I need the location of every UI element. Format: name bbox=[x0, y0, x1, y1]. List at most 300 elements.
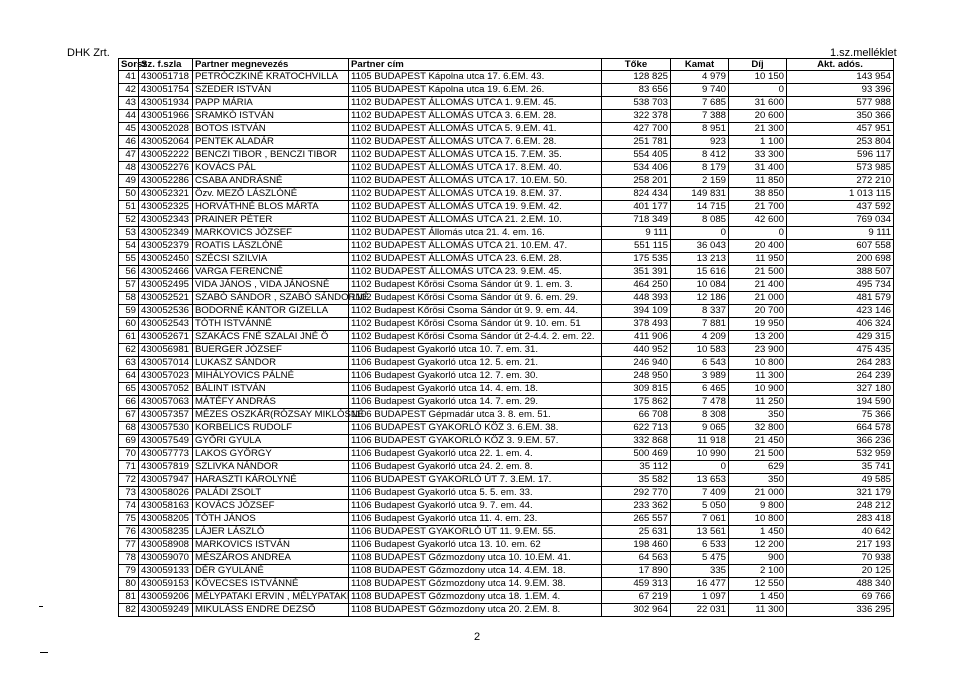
cell-partner-address: 1106 Budapest Gyakorló utca 13. 10. em. 62 bbox=[349, 539, 602, 552]
cell-sorsz: 59 bbox=[119, 305, 139, 318]
cell-toke: 448 393 bbox=[602, 292, 671, 305]
cell-account: 430058163 bbox=[139, 500, 193, 513]
annex-label: 1.sz.melléklet bbox=[830, 47, 897, 59]
cell-dij: 38 850 bbox=[729, 188, 787, 201]
margin-mark bbox=[39, 606, 43, 607]
cell-dij: 10 800 bbox=[729, 513, 787, 526]
table-row bbox=[119, 84, 894, 97]
cell-sorsz: 55 bbox=[119, 253, 139, 266]
cell-sorsz: 71 bbox=[119, 461, 139, 474]
cell-akt-ados: 437 592 bbox=[787, 201, 894, 214]
company-name: DHK Zrt. bbox=[67, 47, 110, 59]
table-row bbox=[119, 396, 894, 409]
cell-account: 430051754 bbox=[139, 84, 193, 97]
table-row bbox=[119, 604, 894, 617]
cell-akt-ados: 248 212 bbox=[787, 500, 894, 513]
cell-partner-address: 1102 BUDAPEST ÁLLOMÁS UTCA 17. 8.EM. 40. bbox=[349, 162, 602, 175]
cell-partner-address: 1106 Budapest Gyakorló utca 24. 2. em. 8. bbox=[349, 461, 602, 474]
cell-partner-address: 1106 BUDAPEST GYAKORLÓ ÚT 11. 9.EM. 55. bbox=[349, 526, 602, 539]
cell-kamat: 10 583 bbox=[671, 344, 729, 357]
cell-partner-address: 1106 Budapest Gyakorló utca 22. 1. em. 4. bbox=[349, 448, 602, 461]
cell-partner-name: KÖVECSES ISTVÁNNÉ bbox=[193, 578, 349, 591]
cell-account: 430059249 bbox=[139, 604, 193, 617]
cell-kamat: 7 061 bbox=[671, 513, 729, 526]
cell-sorsz: 74 bbox=[119, 500, 139, 513]
cell-toke: 246 940 bbox=[602, 357, 671, 370]
table-row bbox=[119, 448, 894, 461]
cell-partner-name: HORVÁTHNÉ BLOS MÁRTA bbox=[193, 201, 349, 214]
cell-partner-address: 1106 BUDAPEST Gépmadár utca 3. 8. em. 51. bbox=[349, 409, 602, 422]
cell-akt-ados: 429 315 bbox=[787, 331, 894, 344]
cell-sorsz: 64 bbox=[119, 370, 139, 383]
cell-dij: 23 900 bbox=[729, 344, 787, 357]
cell-dij: 20 600 bbox=[729, 110, 787, 123]
cell-toke: 500 469 bbox=[602, 448, 671, 461]
cell-toke: 824 434 bbox=[602, 188, 671, 201]
cell-dij: 32 800 bbox=[729, 422, 787, 435]
cell-toke: 622 713 bbox=[602, 422, 671, 435]
cell-account: 430051966 bbox=[139, 110, 193, 123]
header-dij: Díj bbox=[729, 59, 787, 71]
cell-partner-address: 1102 BUDAPEST ÁLLOMÁS UTCA 7. 6.EM. 28. bbox=[349, 136, 602, 149]
cell-account: 430052343 bbox=[139, 214, 193, 227]
cell-kamat: 6 465 bbox=[671, 383, 729, 396]
cell-account: 430052222 bbox=[139, 149, 193, 162]
table-row bbox=[119, 435, 894, 448]
cell-partner-name: KOVÁCS JÓZSEF bbox=[193, 500, 349, 513]
cell-kamat: 3 989 bbox=[671, 370, 729, 383]
cell-akt-ados: 217 193 bbox=[787, 539, 894, 552]
cell-akt-ados: 35 741 bbox=[787, 461, 894, 474]
cell-account: 430052671 bbox=[139, 331, 193, 344]
table-row bbox=[119, 578, 894, 591]
cell-partner-address: 1102 BUDAPEST ÁLLOMÁS UTCA 23. 6.EM. 28. bbox=[349, 253, 602, 266]
cell-partner-address: 1106 Budapest Gyakorló utca 14. 7. em. 29. bbox=[349, 396, 602, 409]
cell-sorsz: 79 bbox=[119, 565, 139, 578]
cell-kamat: 8 085 bbox=[671, 214, 729, 227]
cell-dij: 19 950 bbox=[729, 318, 787, 331]
cell-account: 430052028 bbox=[139, 123, 193, 136]
cell-partner-name: MIKULÁSS ENDRE DEZSŐ bbox=[193, 604, 349, 617]
table-row bbox=[119, 383, 894, 396]
table-row bbox=[119, 370, 894, 383]
cell-dij: 10 150 bbox=[729, 71, 787, 84]
cell-sorsz: 44 bbox=[119, 110, 139, 123]
cell-partner-address: 1108 BUDAPEST Gőzmozdony utca 10. 10.EM. 41. bbox=[349, 552, 602, 565]
cell-akt-ados: 321 179 bbox=[787, 487, 894, 500]
cell-toke: 248 950 bbox=[602, 370, 671, 383]
cell-kamat: 12 186 bbox=[671, 292, 729, 305]
cell-sorsz: 48 bbox=[119, 162, 139, 175]
cell-account: 430058235 bbox=[139, 526, 193, 539]
cell-partner-name: LAKOS GYÖRGY bbox=[193, 448, 349, 461]
cell-account: 430051934 bbox=[139, 97, 193, 110]
cell-akt-ados: 495 734 bbox=[787, 279, 894, 292]
cell-partner-address: 1106 BUDAPEST GYAKORLÓ ÚT 7. 3.EM. 17. bbox=[349, 474, 602, 487]
table-row bbox=[119, 500, 894, 513]
cell-partner-address: 1105 BUDAPEST Kápolna utca 17. 6.EM. 43. bbox=[349, 71, 602, 84]
cell-partner-name: SZAKÁCS FNÉ SZALAI JNÉ Ö bbox=[193, 331, 349, 344]
cell-partner-address: 1108 BUDAPEST Gőzmozdony utca 20. 2.EM. 8. bbox=[349, 604, 602, 617]
cell-kamat: 13 561 bbox=[671, 526, 729, 539]
cell-dij: 42 600 bbox=[729, 214, 787, 227]
cell-dij: 21 300 bbox=[729, 123, 787, 136]
cell-kamat: 10 990 bbox=[671, 448, 729, 461]
cell-akt-ados: 327 180 bbox=[787, 383, 894, 396]
cell-akt-ados: 457 951 bbox=[787, 123, 894, 136]
cell-account: 430059206 bbox=[139, 591, 193, 604]
cell-kamat: 2 159 bbox=[671, 175, 729, 188]
cell-akt-ados: 488 340 bbox=[787, 578, 894, 591]
cell-akt-ados: 49 585 bbox=[787, 474, 894, 487]
cell-akt-ados: 264 239 bbox=[787, 370, 894, 383]
cell-partner-name: VIDA JÁNOS , VIDA JÁNOSNÉ bbox=[193, 279, 349, 292]
table-row bbox=[119, 331, 894, 344]
cell-account: 430056981 bbox=[139, 344, 193, 357]
cell-toke: 9 111 bbox=[602, 227, 671, 240]
table-row bbox=[119, 513, 894, 526]
table-row bbox=[119, 149, 894, 162]
cell-kamat: 149 831 bbox=[671, 188, 729, 201]
cell-partner-address: 1102 BUDAPEST ÁLLOMÁS UTCA 21. 10.EM. 47. bbox=[349, 240, 602, 253]
cell-toke: 251 781 bbox=[602, 136, 671, 149]
cell-akt-ados: 1 013 115 bbox=[787, 188, 894, 201]
cell-akt-ados: 406 324 bbox=[787, 318, 894, 331]
cell-sorsz: 65 bbox=[119, 383, 139, 396]
header-account: Sz. f.szla bbox=[139, 59, 193, 71]
cell-sorsz: 56 bbox=[119, 266, 139, 279]
cell-sorsz: 50 bbox=[119, 188, 139, 201]
cell-toke: 394 109 bbox=[602, 305, 671, 318]
cell-toke: 554 405 bbox=[602, 149, 671, 162]
table-row bbox=[119, 539, 894, 552]
cell-sorsz: 47 bbox=[119, 149, 139, 162]
cell-kamat: 8 337 bbox=[671, 305, 729, 318]
cell-kamat: 7 478 bbox=[671, 396, 729, 409]
header-partner-address: Partner cím bbox=[349, 59, 602, 71]
cell-akt-ados: 70 938 bbox=[787, 552, 894, 565]
cell-partner-address: 1108 BUDAPEST Gőzmozdony utca 18. 1.EM. 4. bbox=[349, 591, 602, 604]
cell-akt-ados: 40 642 bbox=[787, 526, 894, 539]
cell-dij: 12 550 bbox=[729, 578, 787, 591]
cell-sorsz: 67 bbox=[119, 409, 139, 422]
header-kamat: Kamat bbox=[671, 59, 729, 71]
cell-partner-name: KOVÁCS PÁL bbox=[193, 162, 349, 175]
cell-dij: 33 300 bbox=[729, 149, 787, 162]
cell-toke: 17 890 bbox=[602, 565, 671, 578]
cell-account: 430058908 bbox=[139, 539, 193, 552]
cell-account: 430059153 bbox=[139, 578, 193, 591]
cell-kamat: 0 bbox=[671, 461, 729, 474]
cell-toke: 401 177 bbox=[602, 201, 671, 214]
cell-toke: 440 952 bbox=[602, 344, 671, 357]
cell-dij: 21 450 bbox=[729, 435, 787, 448]
cell-kamat: 15 616 bbox=[671, 266, 729, 279]
cell-partner-address: 1105 BUDAPEST Kápolna utca 19. 6.EM. 26. bbox=[349, 84, 602, 97]
cell-account: 430052286 bbox=[139, 175, 193, 188]
cell-partner-name: SZLIVKA NÁNDOR bbox=[193, 461, 349, 474]
cell-dij: 21 400 bbox=[729, 279, 787, 292]
cell-dij: 11 950 bbox=[729, 253, 787, 266]
cell-partner-address: 1102 BUDAPEST ÁLLOMÁS UTCA 19. 9.EM. 42. bbox=[349, 201, 602, 214]
cell-kamat: 10 084 bbox=[671, 279, 729, 292]
cell-kamat: 923 bbox=[671, 136, 729, 149]
cell-account: 430057357 bbox=[139, 409, 193, 422]
cell-partner-name: KORBELICS RUDOLF bbox=[193, 422, 349, 435]
cell-account: 430052276 bbox=[139, 162, 193, 175]
cell-kamat: 11 918 bbox=[671, 435, 729, 448]
cell-account: 430052536 bbox=[139, 305, 193, 318]
cell-akt-ados: 336 295 bbox=[787, 604, 894, 617]
cell-kamat: 7 388 bbox=[671, 110, 729, 123]
cell-partner-name: PETRÓCZKINÉ KRATOCHVILLA bbox=[193, 71, 349, 84]
cell-dij: 10 800 bbox=[729, 357, 787, 370]
cell-account: 430059070 bbox=[139, 552, 193, 565]
cell-toke: 322 378 bbox=[602, 110, 671, 123]
cell-partner-name: BENCZI TIBOR , BENCZI TIBOR bbox=[193, 149, 349, 162]
cell-toke: 66 708 bbox=[602, 409, 671, 422]
cell-akt-ados: 69 766 bbox=[787, 591, 894, 604]
cell-partner-address: 1102 BUDAPEST ÁLLOMÁS UTCA 5. 9.EM. 41. bbox=[349, 123, 602, 136]
table-row bbox=[119, 318, 894, 331]
cell-account: 430057947 bbox=[139, 474, 193, 487]
cell-akt-ados: 388 507 bbox=[787, 266, 894, 279]
cell-toke: 35 582 bbox=[602, 474, 671, 487]
cell-partner-name: DÉR GYULÁNÉ bbox=[193, 565, 349, 578]
cell-account: 430051718 bbox=[139, 71, 193, 84]
cell-dij: 11 850 bbox=[729, 175, 787, 188]
table-row bbox=[119, 292, 894, 305]
cell-dij: 31 400 bbox=[729, 162, 787, 175]
cell-toke: 538 703 bbox=[602, 97, 671, 110]
table-row bbox=[119, 188, 894, 201]
table-row bbox=[119, 487, 894, 500]
page-number: 2 bbox=[474, 631, 481, 643]
cell-sorsz: 53 bbox=[119, 227, 139, 240]
cell-toke: 302 964 bbox=[602, 604, 671, 617]
cell-dij: 21 000 bbox=[729, 292, 787, 305]
table-row bbox=[119, 591, 894, 604]
cell-dij: 13 200 bbox=[729, 331, 787, 344]
cell-kamat: 335 bbox=[671, 565, 729, 578]
table-row bbox=[119, 253, 894, 266]
cell-account: 430057530 bbox=[139, 422, 193, 435]
cell-account: 430052495 bbox=[139, 279, 193, 292]
cell-akt-ados: 272 210 bbox=[787, 175, 894, 188]
cell-akt-ados: 350 366 bbox=[787, 110, 894, 123]
cell-dij: 0 bbox=[729, 84, 787, 97]
cell-partner-address: 1102 BUDAPEST Állomás utca 21. 4. em. 16. bbox=[349, 227, 602, 240]
cell-kamat: 8 412 bbox=[671, 149, 729, 162]
cell-sorsz: 52 bbox=[119, 214, 139, 227]
cell-dij: 350 bbox=[729, 474, 787, 487]
cell-sorsz: 43 bbox=[119, 97, 139, 110]
cell-partner-name: PENTEK ALADÁR bbox=[193, 136, 349, 149]
cell-partner-name: MARKOVICS ISTVÁN bbox=[193, 539, 349, 552]
cell-sorsz: 70 bbox=[119, 448, 139, 461]
cell-partner-name: MÉZES OSZKÁR(RÓZSAY MIKLÓSNÉ bbox=[193, 409, 349, 422]
cell-partner-name: SZÉCSI SZILVIA bbox=[193, 253, 349, 266]
cell-partner-name: GYŐRI GYULA bbox=[193, 435, 349, 448]
table-row bbox=[119, 357, 894, 370]
cell-account: 430057023 bbox=[139, 370, 193, 383]
cell-akt-ados: 532 959 bbox=[787, 448, 894, 461]
cell-toke: 718 349 bbox=[602, 214, 671, 227]
cell-toke: 351 391 bbox=[602, 266, 671, 279]
cell-partner-address: 1106 Budapest Gyakorló utca 5. 5. em. 33. bbox=[349, 487, 602, 500]
cell-kamat: 13 653 bbox=[671, 474, 729, 487]
cell-akt-ados: 9 111 bbox=[787, 227, 894, 240]
table-row bbox=[119, 97, 894, 110]
header-sorsz: Sorsz bbox=[119, 59, 139, 71]
cell-sorsz: 72 bbox=[119, 474, 139, 487]
cell-account: 430058026 bbox=[139, 487, 193, 500]
cell-sorsz: 75 bbox=[119, 513, 139, 526]
cell-toke: 198 460 bbox=[602, 539, 671, 552]
cell-sorsz: 73 bbox=[119, 487, 139, 500]
header-toke: Tőke bbox=[602, 59, 671, 71]
cell-partner-address: 1102 BUDAPEST ÁLLOMÁS UTCA 15. 7.EM. 35. bbox=[349, 149, 602, 162]
cell-akt-ados: 366 236 bbox=[787, 435, 894, 448]
cell-toke: 175 862 bbox=[602, 396, 671, 409]
cell-toke: 128 825 bbox=[602, 71, 671, 84]
cell-sorsz: 78 bbox=[119, 552, 139, 565]
header-akt-ados: Akt. adós. bbox=[787, 59, 894, 71]
cell-partner-name: MÉLYPATAKI ERVIN , MÉLYPATAKI bbox=[193, 591, 349, 604]
cell-toke: 459 313 bbox=[602, 578, 671, 591]
cell-partner-name: PAPP MÁRIA bbox=[193, 97, 349, 110]
cell-dij: 1 450 bbox=[729, 526, 787, 539]
cell-partner-name: SZABÓ SÁNDOR , SZABÓ SÁNDORNÉ bbox=[193, 292, 349, 305]
cell-partner-name: BODORNÉ KÁNTOR GIZELLA bbox=[193, 305, 349, 318]
cell-toke: 378 493 bbox=[602, 318, 671, 331]
table-row bbox=[119, 201, 894, 214]
cell-partner-address: 1102 BUDAPEST ÁLLOMÁS UTCA 19. 8.EM. 37. bbox=[349, 188, 602, 201]
cell-account: 430058205 bbox=[139, 513, 193, 526]
table-row bbox=[119, 162, 894, 175]
cell-toke: 64 563 bbox=[602, 552, 671, 565]
cell-partner-address: 1102 BUDAPEST ÁLLOMÁS UTCA 21. 2.EM. 10. bbox=[349, 214, 602, 227]
cell-toke: 175 535 bbox=[602, 253, 671, 266]
cell-dij: 11 250 bbox=[729, 396, 787, 409]
cell-akt-ados: 283 418 bbox=[787, 513, 894, 526]
cell-partner-address: 1106 Budapest Gyakorló utca 11. 4. em. 23. bbox=[349, 513, 602, 526]
cell-partner-address: 1102 Budapest Kőrösi Csoma Sándor út 2-4.4. 2. em. 22. bbox=[349, 331, 602, 344]
cell-partner-name: CSABA ANDRÁSNÉ bbox=[193, 175, 349, 188]
cell-partner-address: 1102 Budapest Kőrösi Csoma Sándor út 9. 1. em. 3. bbox=[349, 279, 602, 292]
cell-account: 430057549 bbox=[139, 435, 193, 448]
cell-akt-ados: 596 117 bbox=[787, 149, 894, 162]
table-row bbox=[119, 422, 894, 435]
margin-mark bbox=[40, 652, 48, 653]
cell-partner-address: 1102 BUDAPEST ÁLLOMÁS UTCA 23. 9.EM. 45. bbox=[349, 266, 602, 279]
cell-partner-address: 1106 BUDAPEST GYAKORLÓ KÖZ 3. 9.EM. 57. bbox=[349, 435, 602, 448]
table-row bbox=[119, 214, 894, 227]
cell-sorsz: 57 bbox=[119, 279, 139, 292]
cell-sorsz: 82 bbox=[119, 604, 139, 617]
cell-account: 430052521 bbox=[139, 292, 193, 305]
cell-partner-name: BÁLINT ISTVÁN bbox=[193, 383, 349, 396]
cell-toke: 25 631 bbox=[602, 526, 671, 539]
cell-toke: 411 906 bbox=[602, 331, 671, 344]
cell-partner-name: BUERGER JÓZSEF bbox=[193, 344, 349, 357]
cell-dij: 11 300 bbox=[729, 370, 787, 383]
cell-kamat: 5 050 bbox=[671, 500, 729, 513]
cell-sorsz: 46 bbox=[119, 136, 139, 149]
cell-kamat: 6 543 bbox=[671, 357, 729, 370]
cell-kamat: 4 209 bbox=[671, 331, 729, 344]
table-row bbox=[119, 110, 894, 123]
cell-partner-name: ROATIS LÁSZLÓNÉ bbox=[193, 240, 349, 253]
cell-partner-name: LUKASZ SÁNDOR bbox=[193, 357, 349, 370]
cell-sorsz: 42 bbox=[119, 84, 139, 97]
cell-sorsz: 69 bbox=[119, 435, 139, 448]
cell-partner-address: 1102 BUDAPEST ÁLLOMÁS UTCA 17. 10.EM. 50. bbox=[349, 175, 602, 188]
cell-kamat: 36 043 bbox=[671, 240, 729, 253]
cell-akt-ados: 75 366 bbox=[787, 409, 894, 422]
cell-kamat: 8 951 bbox=[671, 123, 729, 136]
cell-account: 430052321 bbox=[139, 188, 193, 201]
cell-dij: 900 bbox=[729, 552, 787, 565]
cell-akt-ados: 577 988 bbox=[787, 97, 894, 110]
table-row bbox=[119, 279, 894, 292]
cell-sorsz: 45 bbox=[119, 123, 139, 136]
cell-account: 430057819 bbox=[139, 461, 193, 474]
cell-akt-ados: 475 435 bbox=[787, 344, 894, 357]
cell-kamat: 7 409 bbox=[671, 487, 729, 500]
cell-account: 430059133 bbox=[139, 565, 193, 578]
cell-partner-name: HARASZTI KÁROLYNÉ bbox=[193, 474, 349, 487]
table-row bbox=[119, 71, 894, 84]
cell-dij: 31 600 bbox=[729, 97, 787, 110]
cell-dij: 629 bbox=[729, 461, 787, 474]
cell-account: 430052466 bbox=[139, 266, 193, 279]
table-row bbox=[119, 552, 894, 565]
cell-sorsz: 80 bbox=[119, 578, 139, 591]
cell-dij: 1 100 bbox=[729, 136, 787, 149]
cell-toke: 83 656 bbox=[602, 84, 671, 97]
cell-partner-address: 1106 BUDAPEST GYAKORLÓ KÖZ 3. 6.EM. 38. bbox=[349, 422, 602, 435]
cell-akt-ados: 20 125 bbox=[787, 565, 894, 578]
cell-dij: 21 000 bbox=[729, 487, 787, 500]
cell-partner-name: MIHÁLYOVICS PÁLNÉ bbox=[193, 370, 349, 383]
table-row bbox=[119, 474, 894, 487]
table-row bbox=[119, 526, 894, 539]
cell-akt-ados: 143 954 bbox=[787, 71, 894, 84]
cell-dij: 0 bbox=[729, 227, 787, 240]
cell-partner-name: Özv. MEZŐ LÁSZLÓNÉ bbox=[193, 188, 349, 201]
table-row bbox=[119, 344, 894, 357]
cell-toke: 233 362 bbox=[602, 500, 671, 513]
cell-dij: 11 300 bbox=[729, 604, 787, 617]
cell-dij: 2 100 bbox=[729, 565, 787, 578]
cell-toke: 534 406 bbox=[602, 162, 671, 175]
table-row bbox=[119, 227, 894, 240]
cell-partner-name: MÉSZÁROS ANDREA bbox=[193, 552, 349, 565]
table-header-row bbox=[119, 59, 894, 71]
table-row bbox=[119, 266, 894, 279]
cell-kamat: 16 477 bbox=[671, 578, 729, 591]
cell-kamat: 0 bbox=[671, 227, 729, 240]
cell-dij: 21 700 bbox=[729, 201, 787, 214]
cell-toke: 258 201 bbox=[602, 175, 671, 188]
cell-sorsz: 76 bbox=[119, 526, 139, 539]
cell-kamat: 8 179 bbox=[671, 162, 729, 175]
cell-akt-ados: 264 283 bbox=[787, 357, 894, 370]
cell-akt-ados: 481 579 bbox=[787, 292, 894, 305]
cell-dij: 10 900 bbox=[729, 383, 787, 396]
cell-account: 430052543 bbox=[139, 318, 193, 331]
